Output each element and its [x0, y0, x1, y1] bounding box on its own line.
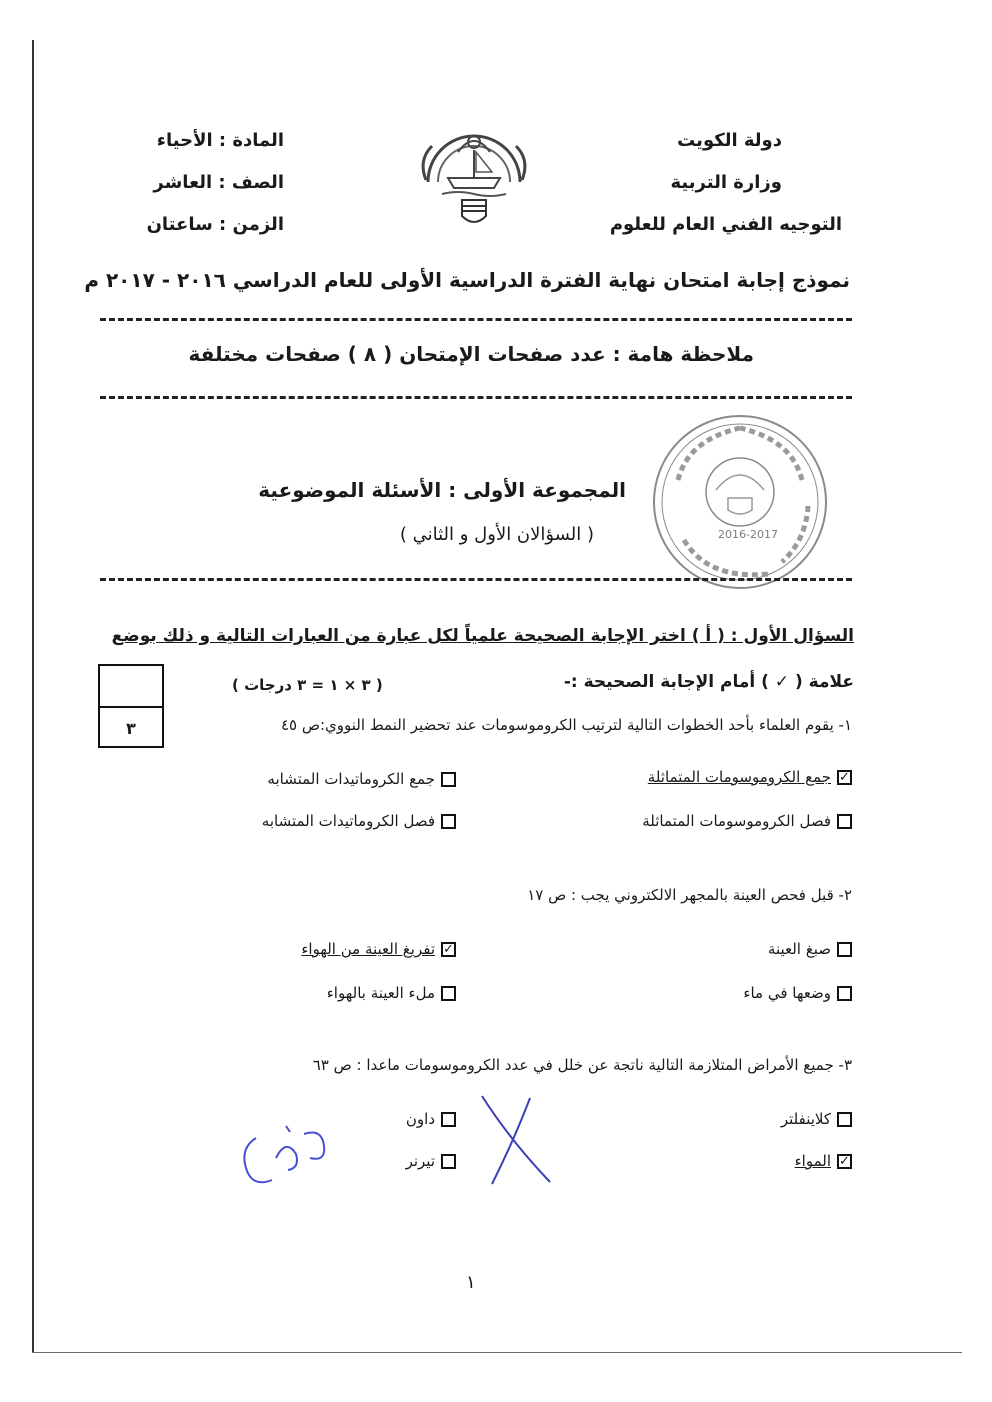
group-title: المجموعة الأولى : الأسئلة الموضوعية	[258, 478, 626, 502]
item2-option2[interactable]	[301, 940, 456, 958]
option-label: تيرنر	[405, 1152, 435, 1170]
item1-option2[interactable]	[267, 770, 456, 788]
question1-marks: ( ٣ × ١ = ٣ درجات )	[232, 676, 383, 694]
option-label: المواء	[794, 1152, 831, 1170]
checkbox-icon[interactable]	[837, 1112, 852, 1127]
header-grade: الصف : العاشر	[153, 172, 284, 193]
important-note: ملاحظة هامة : عدد صفحات الإمتحان ( ٨ ) صفحات مختلفة	[188, 342, 754, 366]
header-time: الزمن : ساعتان	[146, 214, 284, 235]
checkbox-icon[interactable]	[441, 1112, 456, 1127]
score-value: ٣	[126, 718, 136, 738]
checked-box-icon[interactable]: ✓	[837, 770, 852, 785]
item3-text: ٣- جميع الأمراض المتلازمة التالية ناتجة عن خلل في عدد الكروموسومات ماعدا : ص ٦٣	[312, 1056, 852, 1074]
item3-option1[interactable]	[781, 1110, 852, 1128]
divider-2	[100, 396, 852, 399]
official-stamp	[648, 410, 832, 594]
option-label: داون	[405, 1110, 435, 1128]
item1-option3[interactable]	[642, 812, 852, 830]
checkbox-icon[interactable]	[837, 986, 852, 1001]
question1-instruction-line1	[112, 626, 854, 646]
item2-text: ٢- قبل فحص العينة بالمجهر الالكتروني يجب : ص ١٧	[527, 886, 852, 904]
option-label: جمع الكروموسومات المتماثلة	[647, 768, 831, 786]
score-box	[98, 664, 164, 748]
option-label: صبغ العينة	[767, 940, 831, 958]
option-label: تفريغ العينة من الهواء	[301, 940, 435, 958]
checkbox-icon[interactable]	[441, 986, 456, 1001]
handwritten-signature	[226, 1118, 336, 1208]
option-label: فصل الكروموسومات المتماثلة	[642, 812, 831, 830]
option-label: كلاينفلتر	[780, 1110, 831, 1128]
group-subtitle: ( السؤالان الأول و الثاني )	[399, 524, 594, 545]
header-ministry: وزارة التربية	[670, 172, 782, 193]
page-frame-bottom	[32, 1352, 962, 1353]
item1-option4[interactable]	[262, 812, 456, 830]
stamp-year: 2016-2017	[718, 528, 778, 541]
checkbox-icon[interactable]	[441, 1154, 456, 1169]
checked-box-icon[interactable]: ✓	[441, 942, 456, 957]
divider-1	[100, 318, 852, 321]
item2-option1[interactable]	[768, 940, 852, 958]
exam-title: نموذج إجابة امتحان نهاية الفترة الدراسية الأولى للعام الدراسي ٢٠١٦ - ٢٠١٧ م	[84, 268, 850, 292]
checkbox-icon[interactable]	[441, 772, 456, 787]
item3-option4[interactable]	[406, 1152, 456, 1170]
option-label: ملء العينة بالهواء	[326, 984, 435, 1002]
checked-box-icon[interactable]: ✓	[837, 1154, 852, 1169]
page-frame-left	[32, 40, 34, 1352]
header-state: دولة الكويت	[677, 130, 782, 151]
option-label: جمع الكروماتيدات المتشابه	[267, 770, 435, 788]
header-department: التوجيه الفني العام للعلوم	[609, 214, 842, 235]
score-box-top	[100, 666, 162, 708]
checkbox-icon[interactable]	[837, 814, 852, 829]
checkbox-icon[interactable]	[837, 942, 852, 957]
item1-option1[interactable]	[648, 768, 852, 786]
item1-text: ١- يقوم العلماء بأحد الخطوات التالية لترتيب الكروموسومات عند تحضير النمط النووي:ص ٤٥	[280, 716, 852, 734]
item2-option4[interactable]	[327, 984, 456, 1002]
question1-instruction-text: السؤال الأول : ( أ ) اختر الإجابة الصحيحة علمياً لكل عبارة من العبارات التالية و ذلك بوضع	[111, 626, 854, 646]
checkbox-icon[interactable]	[441, 814, 456, 829]
divider-3	[100, 578, 852, 581]
item3-option3[interactable]	[795, 1152, 852, 1170]
handwritten-cross-mark	[470, 1090, 560, 1190]
header-subject: المادة : الأحياء	[156, 130, 284, 151]
question1-instruction-line2: علامة ( ✓ ) أمام الإجابة الصحيحة :-	[563, 672, 854, 692]
option-label: وضعها في ماء	[743, 984, 831, 1002]
item3-option2[interactable]	[406, 1110, 456, 1128]
option-label: فصل الكروماتيدات المتشابه	[261, 812, 435, 830]
item2-option3[interactable]	[743, 984, 852, 1002]
page-number: ١	[466, 1272, 476, 1293]
kuwait-emblem-icon	[418, 120, 530, 232]
